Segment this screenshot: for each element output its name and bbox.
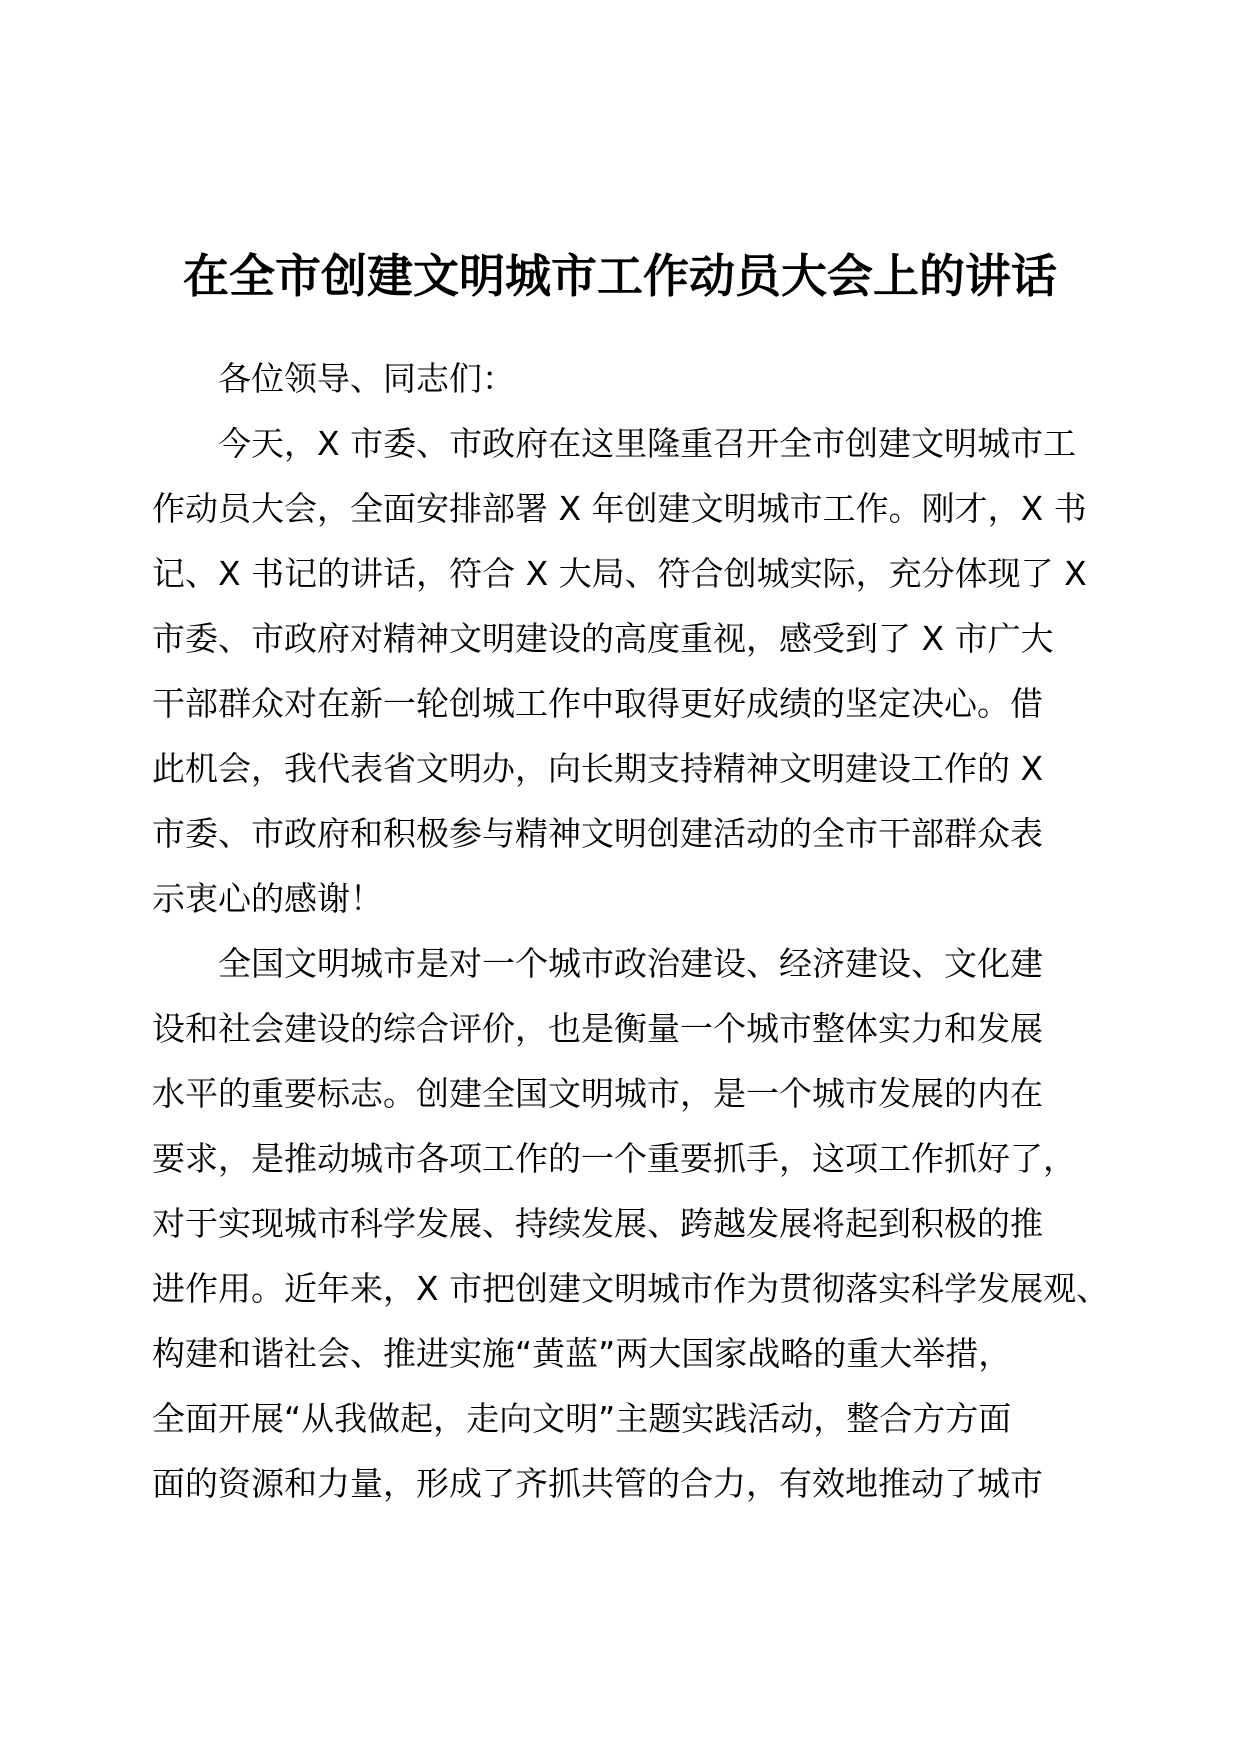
paragraph-line: 设和社会建设的综合评价，也是衡量一个城市整体实力和发展: [152, 1009, 1043, 1048]
paragraph-line: 面的资源和力量，形成了齐抓共管的合力，有效地推动了城市: [152, 1464, 1043, 1503]
paragraph-line: 记、X 书记的讲话，符合 X 大局、符合创城实际，充分体现了 X: [152, 554, 1087, 593]
paragraph-2: [152, 931, 1110, 1516]
paragraph-line: 今天，X 市委、市政府在这里隆重召开全市创建文明城市工: [218, 424, 1077, 463]
salutation-text: 各位领导、同志们：: [218, 359, 515, 398]
document-body: [152, 346, 1110, 1516]
paragraph-line: 对于实现城市科学发展、持续发展、跨越发展将起到积极的推: [152, 1204, 1043, 1243]
paragraph-line: 要求，是推动城市各项工作的一个重要抓手，这项工作抓好了，: [152, 1139, 1076, 1178]
paragraph-line: 干部群众对在新一轮创城工作中取得更好成绩的坚定决心。借: [152, 684, 1043, 723]
paragraph-line: 构建和谐社会、推进实施“黄蓝”两大国家战略的重大举措，: [152, 1334, 1012, 1373]
paragraph-line: 全国文明城市是对一个城市政治建设、经济建设、文化建: [218, 944, 1043, 983]
paragraph-line: 示衷心的感谢！: [152, 879, 383, 918]
document-title: 在全市创建文明城市工作动员大会上的讲话: [183, 249, 1057, 303]
paragraph-line: 此机会，我代表省文明办，向长期支持精神文明建设工作的 X: [152, 749, 1044, 788]
paragraph-line: 市委、市政府对精神文明建设的高度重视，感受到了 X 市广大: [152, 619, 1054, 658]
paragraph-line: 进作用。近年来，X 市把创建文明城市作为贯彻落实科学发展观、: [152, 1269, 1110, 1308]
paragraph-line: 市委、市政府和积极参与精神文明创建活动的全市干部群众表: [152, 814, 1043, 853]
paragraph-line: 水平的重要标志。创建全国文明城市，是一个城市发展的内在: [152, 1074, 1043, 1113]
salutation: [152, 346, 1088, 411]
paragraph-1: [152, 411, 1088, 931]
paragraph-line: 全面开展“从我做起，走向文明”主题实践活动，整合方方面: [152, 1399, 1012, 1438]
paragraph-line: 作动员大会，全面安排部署 X 年创建文明城市工作。刚才，X 书: [152, 489, 1087, 528]
